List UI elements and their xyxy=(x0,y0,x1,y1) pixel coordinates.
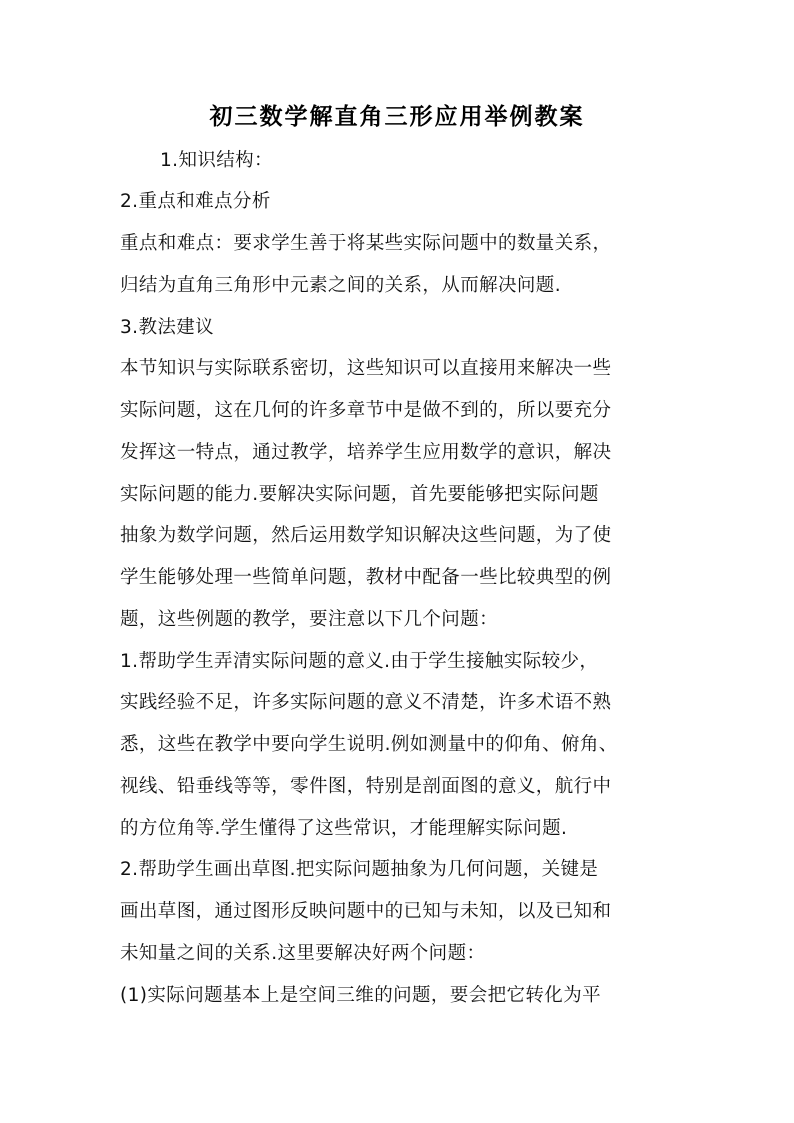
text-line: 题，这些例题的教学，要注意以下几个问题： xyxy=(120,609,499,630)
text-line: (1)实际问题基本上是空间三维的问题，要会把它转化为平 xyxy=(120,985,602,1006)
text-line: 学生能够处理一些简单问题，教材中配备一些比较典型的例 xyxy=(120,567,612,588)
text-line: 归结为直角三角形中元素之间的关系，从而解决问题. xyxy=(120,275,561,296)
text-line: 未知量之间的关系.这里要解决好两个问题： xyxy=(120,943,486,964)
text-line: 悉，这些在教学中要向学生说明.例如测量中的仰角、俯角、 xyxy=(120,734,618,755)
text-line: 抽象为数学问题，然后运用数学知识解决这些问题，为了使 xyxy=(120,525,612,546)
text-line: 发挥这一特点，通过教学，培养学生应用数学的意识，解决 xyxy=(120,442,612,463)
text-line: 3.教法建议 xyxy=(120,317,215,338)
text-line: 实际问题的能力.要解决实际问题，首先要能够把实际问题 xyxy=(120,484,599,505)
text-line: 的方位角等.学生懂得了这些常识，才能理解实际问题. xyxy=(120,818,568,839)
document-title: 初三数学解直角三形应用举例教案 xyxy=(209,104,585,130)
text-line: 2.重点和难点分析 xyxy=(120,191,271,212)
text-line: 本节知识与实际联系密切，这些知识可以直接用来解决一些 xyxy=(120,358,612,379)
text-line: 画出草图，通过图形反映问题中的已知与未知，以及已知和 xyxy=(120,901,612,922)
text-line: 实践经验不足，许多实际问题的意义不清楚，许多术语不熟 xyxy=(120,692,612,713)
text-line: 视线、铅垂线等等，零件图，特别是剖面图的意义，航行中 xyxy=(120,776,612,797)
text-line: 1.帮助学生弄清实际问题的意义.由于学生接触实际较少， xyxy=(120,651,599,672)
text-line: 1.知识结构： xyxy=(160,150,273,171)
text-line: 实际问题，这在几何的许多章节中是做不到的，所以要充分 xyxy=(120,400,612,421)
text-line: 2.帮助学生画出草图.把实际问题抽象为几何问题，关键是 xyxy=(120,859,599,880)
text-line: 重点和难点：要求学生善于将某些实际问题中的数量关系， xyxy=(120,233,612,254)
